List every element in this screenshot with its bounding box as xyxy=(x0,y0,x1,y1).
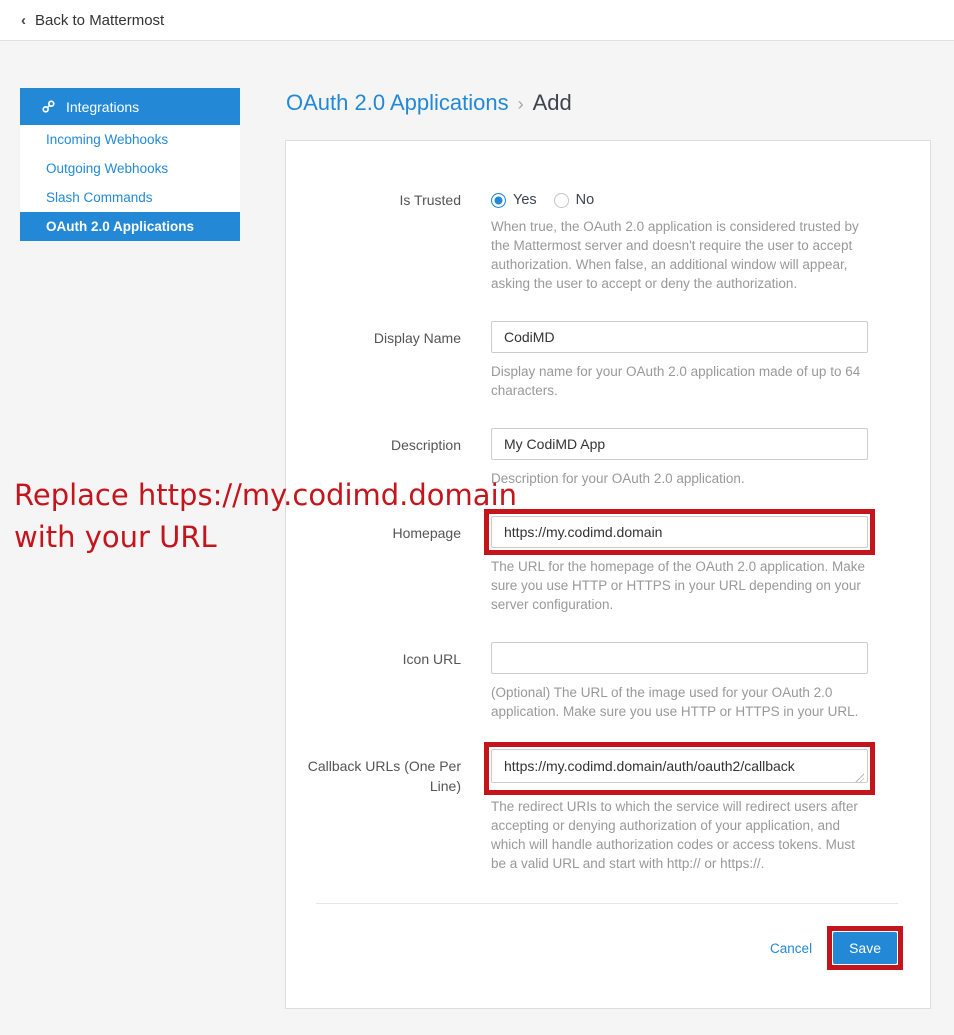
homepage-red-highlight-box xyxy=(484,509,875,555)
breadcrumb xyxy=(286,90,572,116)
radio-selected-icon[interactable] xyxy=(491,193,506,208)
icon-url-help: (Optional) The URL of the image used for your OAuth 2.0 application. Make sure you use HTTP or HTTPS in your URL. xyxy=(491,685,859,719)
sidebar-header-integrations[interactable] xyxy=(20,88,240,125)
breadcrumb-parent-link[interactable]: OAuth 2.0 Applications xyxy=(286,90,509,115)
homepage-help: The URL for the homepage of the OAuth 2.0 application. Make sure you use HTTP or HTTPS in your URL depending on your server configuration. xyxy=(491,559,865,612)
icon-url-input[interactable] xyxy=(491,642,868,674)
is-trusted-yes-label: Yes xyxy=(513,192,537,208)
save-button[interactable]: Save xyxy=(833,932,897,964)
radio-unselected-icon[interactable] xyxy=(554,193,569,208)
description-label: Description xyxy=(390,437,461,453)
chevron-left-icon: ‹ xyxy=(21,11,26,29)
is-trusted-no-option[interactable] xyxy=(554,192,595,208)
top-nav-bar xyxy=(0,0,954,41)
display-name-input[interactable] xyxy=(491,321,868,353)
icon-url-label: Icon URL xyxy=(402,651,461,667)
display-name-help: Display name for your OAuth 2.0 application made of up to 64 characters. xyxy=(491,364,861,398)
sidebar-item-outgoing-webhooks[interactable]: Outgoing Webhooks xyxy=(46,161,169,176)
is-trusted-help: When true, the OAuth 2.0 application is considered trusted by the Mattermost server and doesn't require the user to accept authorization. When false, an additional window will appear, asking the user to accept or deny the authorization. xyxy=(491,219,859,291)
is-trusted-row xyxy=(286,189,930,293)
annotation-line-1: Replace https://my.codimd.domain xyxy=(14,478,518,512)
link-icon xyxy=(41,99,56,114)
display-name-label: Display Name xyxy=(373,330,461,346)
is-trusted-yes-option[interactable] xyxy=(491,192,537,208)
is-trusted-label: Is Trusted xyxy=(399,192,461,208)
homepage-label: Homepage xyxy=(392,525,461,541)
sidebar-item-slash-commands[interactable]: Slash Commands xyxy=(46,190,153,205)
integrations-sidebar xyxy=(20,88,240,241)
sidebar-item-oauth-applications[interactable]: OAuth 2.0 Applications xyxy=(20,212,240,241)
oauth-add-form-panel xyxy=(285,140,931,1009)
form-footer xyxy=(286,904,930,964)
description-help: Description for your OAuth 2.0 application. xyxy=(491,471,745,486)
annotation-line-2: with your URL xyxy=(14,520,217,554)
display-name-row xyxy=(286,321,930,400)
icon-url-row xyxy=(286,642,930,721)
oauth-add-form xyxy=(286,141,930,964)
save-red-highlight-box xyxy=(827,926,903,970)
description-input[interactable] xyxy=(491,428,868,460)
callback-urls-red-highlight-box xyxy=(484,742,875,795)
sidebar-header-label: Integrations xyxy=(66,98,140,115)
back-to-mattermost-link[interactable] xyxy=(21,12,164,29)
sidebar-item-incoming-webhooks[interactable]: Incoming Webhooks xyxy=(46,132,169,147)
callback-urls-textarea[interactable] xyxy=(491,749,868,783)
is-trusted-radio-group xyxy=(491,189,868,208)
callback-urls-help: The redirect URIs to which the service will redirect users after accepting or denying authorization of your application, and which will handle authorization codes or access tokens. Must be a valid URL and start with http:// or https://. xyxy=(491,799,858,871)
back-link-label: Back to Mattermost xyxy=(35,11,165,29)
callback-urls-label: Callback URLs (One Per Line) xyxy=(307,758,461,794)
breadcrumb-separator-icon: › xyxy=(517,94,524,114)
is-trusted-no-label: No xyxy=(575,192,595,208)
description-row xyxy=(286,428,930,488)
callback-urls-row xyxy=(286,749,930,873)
homepage-input[interactable] xyxy=(491,516,868,548)
sidebar-items xyxy=(20,125,240,241)
homepage-row xyxy=(286,516,930,614)
breadcrumb-current: Add xyxy=(532,90,572,115)
cancel-button[interactable]: Cancel xyxy=(770,940,813,956)
